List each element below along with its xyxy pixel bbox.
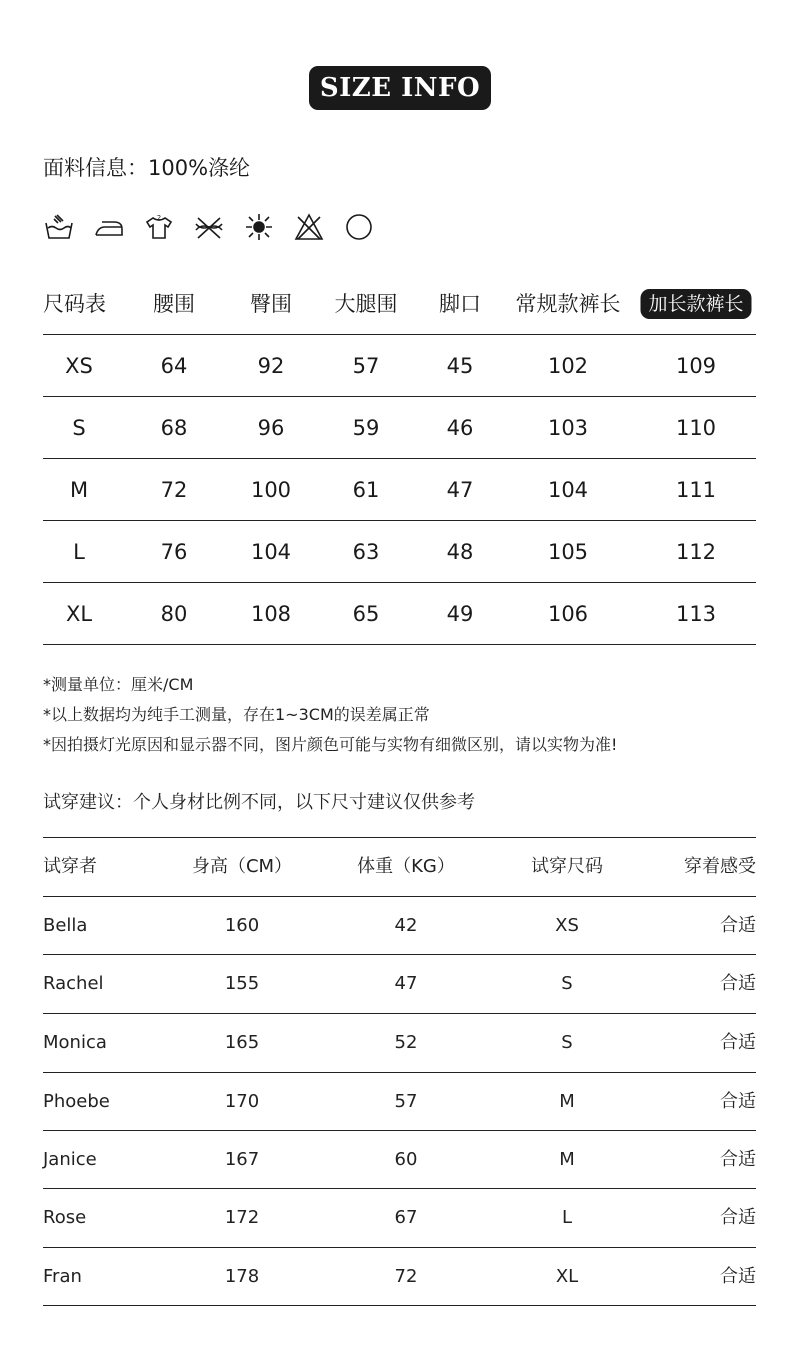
table-row <box>43 1072 756 1130</box>
table-row <box>43 520 756 582</box>
table-row <box>43 334 756 396</box>
fit-cell: 合适 <box>720 1091 756 1112</box>
tryon-advice: 试穿建议：个人身材比例不同，以下尺寸建议仅供参考 <box>43 792 475 813</box>
leg-opening-cell: 46 <box>446 416 474 440</box>
col-height: 身高（CM） <box>191 856 293 877</box>
tester-name: Rachel <box>43 973 104 994</box>
col-thigh: 大腿围 <box>334 292 398 316</box>
weight-cell: 52 <box>394 1032 418 1053</box>
iron-icon <box>93 210 143 244</box>
tester-name: Bella <box>43 915 88 936</box>
size-cell: M <box>69 478 89 502</box>
thigh-cell: 61 <box>352 478 380 502</box>
tried-size-cell: XS <box>555 915 579 936</box>
weight-cell: 60 <box>394 1149 418 1170</box>
col-regular-length: 常规款裤长 <box>515 292 621 316</box>
waist-cell: 68 <box>160 416 188 440</box>
svg-text:2: 2 <box>156 214 162 222</box>
size-table-header <box>43 287 756 321</box>
height-cell: 172 <box>224 1207 260 1228</box>
table-row <box>43 458 756 520</box>
leg-opening-cell: 49 <box>446 602 474 626</box>
weight-cell: 72 <box>394 1266 418 1287</box>
waist-cell: 76 <box>160 540 188 564</box>
tried-size-cell: L <box>561 1207 573 1228</box>
tryon-table-header <box>43 837 756 896</box>
tester-name: Monica <box>43 1032 107 1053</box>
regular-length-cell: 103 <box>547 416 589 440</box>
thigh-cell: 59 <box>352 416 380 440</box>
regular-length-cell: 104 <box>547 478 589 502</box>
size-cell: XL <box>65 602 93 626</box>
leg-opening-cell: 47 <box>446 478 474 502</box>
height-cell: 170 <box>224 1091 260 1112</box>
col-tried-size: 试穿尺码 <box>531 856 603 877</box>
col-fit-feeling: 穿着感受 <box>684 856 756 877</box>
fit-cell: 合适 <box>720 1266 756 1287</box>
hip-cell: 100 <box>250 478 292 502</box>
col-long-length: 加长款裤长 <box>640 289 751 319</box>
tester-name: Rose <box>43 1207 87 1228</box>
col-tester: 试穿者 <box>43 856 97 877</box>
size-cell: XS <box>65 354 93 378</box>
care-icons <box>43 210 393 244</box>
regular-length-cell: 106 <box>547 602 589 626</box>
waist-cell: 72 <box>160 478 188 502</box>
tryon-table <box>43 837 756 1306</box>
dry-clean-shirt-icon <box>143 210 193 244</box>
note-color: *因拍摄灯光原因和显示器不同，图片颜色可能与实物有细微区别，请以实物为准! <box>43 735 618 754</box>
tumble-dry-icon <box>343 210 393 244</box>
col-leg-opening: 脚口 <box>439 292 481 316</box>
table-row <box>43 954 756 1013</box>
weight-cell: 67 <box>394 1207 418 1228</box>
weight-cell: 57 <box>394 1091 418 1112</box>
fit-cell: 合适 <box>720 1149 756 1170</box>
col-weight: 体重（KG） <box>357 856 455 877</box>
tester-name: Phoebe <box>43 1091 110 1112</box>
no-wring-icon <box>193 210 243 244</box>
col-waist: 腰围 <box>153 292 195 316</box>
tried-size-cell: M <box>559 1149 575 1170</box>
weight-cell: 47 <box>394 973 418 994</box>
height-cell: 167 <box>224 1149 260 1170</box>
size-table <box>43 334 756 645</box>
note-unit: *测量单位：厘米/CM <box>43 675 194 694</box>
table-row <box>43 1013 756 1072</box>
hip-cell: 108 <box>250 602 292 626</box>
fit-cell: 合适 <box>720 915 756 936</box>
height-cell: 160 <box>224 915 260 936</box>
table-row <box>43 396 756 458</box>
col-hip: 臀围 <box>250 292 292 316</box>
fit-cell: 合适 <box>720 1207 756 1228</box>
table-row <box>43 1247 756 1306</box>
height-cell: 155 <box>224 973 260 994</box>
size-cell: S <box>72 416 86 440</box>
size-cell: L <box>73 540 85 564</box>
thigh-cell: 65 <box>352 602 380 626</box>
table-row <box>43 1130 756 1188</box>
regular-length-cell: 102 <box>547 354 589 378</box>
table-row <box>43 1188 756 1247</box>
col-size: 尺码表 <box>43 292 106 316</box>
hand-wash-icon <box>43 210 93 244</box>
tried-size-cell: S <box>561 973 573 994</box>
hip-cell: 96 <box>257 416 285 440</box>
table-row <box>43 582 756 645</box>
table-row <box>43 896 756 954</box>
fit-cell: 合适 <box>720 973 756 994</box>
regular-length-cell: 105 <box>547 540 589 564</box>
leg-opening-cell: 45 <box>446 354 474 378</box>
fabric-info: 面料信息：100%涤纶 <box>43 156 251 180</box>
do-not-bleach-icon <box>293 210 343 244</box>
fit-cell: 合适 <box>720 1032 756 1053</box>
tester-name: Fran <box>43 1266 82 1287</box>
tried-size-cell: M <box>559 1091 575 1112</box>
tried-size-cell: S <box>561 1032 573 1053</box>
long-length-cell: 111 <box>675 478 717 502</box>
height-cell: 178 <box>224 1266 260 1287</box>
tried-size-cell: XL <box>555 1266 579 1287</box>
hip-cell: 92 <box>257 354 285 378</box>
long-length-cell: 112 <box>675 540 717 564</box>
sun-dry-icon <box>243 210 293 244</box>
long-length-cell: 113 <box>675 602 717 626</box>
waist-cell: 80 <box>160 602 188 626</box>
waist-cell: 64 <box>160 354 188 378</box>
measurement-notes <box>43 673 617 763</box>
hip-cell: 104 <box>250 540 292 564</box>
tester-name: Janice <box>43 1149 97 1170</box>
height-cell: 165 <box>224 1032 260 1053</box>
thigh-cell: 63 <box>352 540 380 564</box>
long-length-cell: 109 <box>675 354 717 378</box>
weight-cell: 42 <box>394 915 418 936</box>
thigh-cell: 57 <box>352 354 380 378</box>
note-tolerance: *以上数据均为纯手工测量，存在1~3CM的误差属正常 <box>43 705 430 724</box>
leg-opening-cell: 48 <box>446 540 474 564</box>
long-length-cell: 110 <box>675 416 717 440</box>
page-title: SIZE INFO <box>309 66 491 110</box>
